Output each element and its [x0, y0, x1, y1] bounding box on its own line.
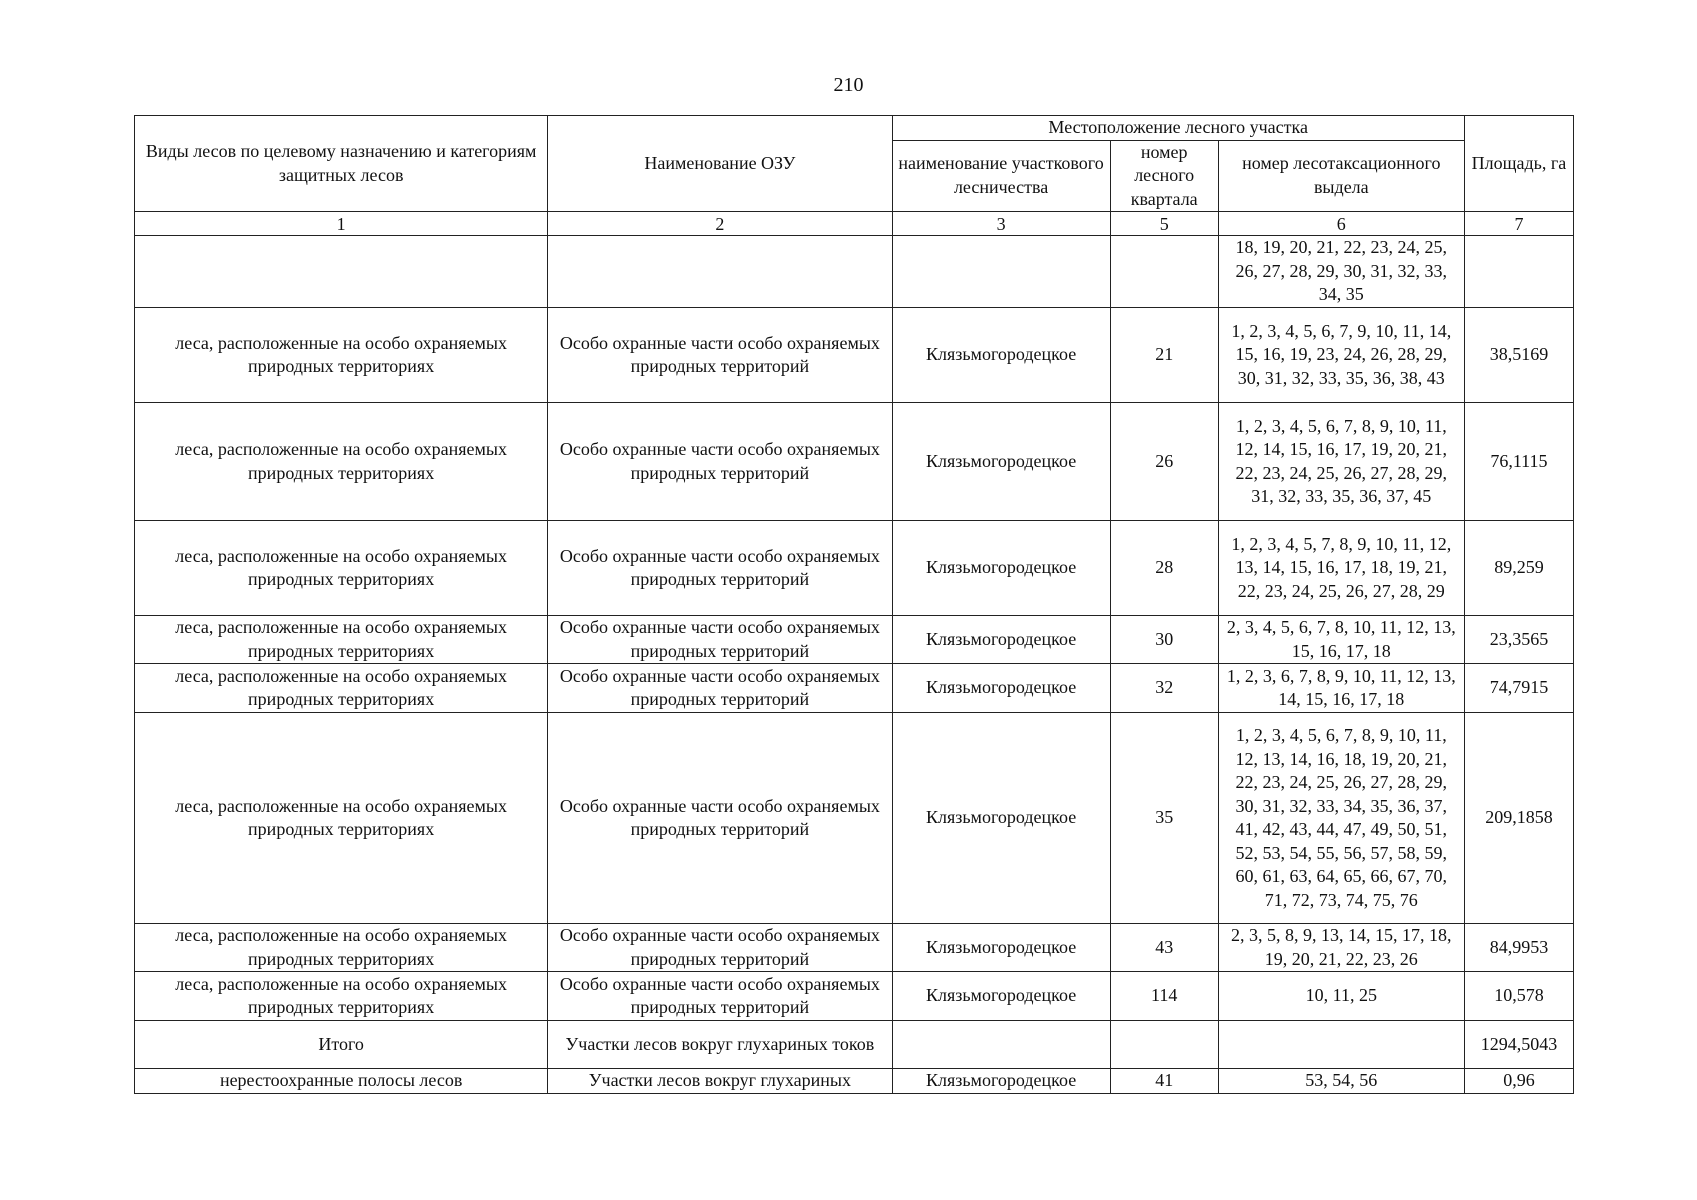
cell-forestry-name: Клязьмогородецкое: [892, 1069, 1110, 1094]
cell-forestry-name: Клязьмогородецкое: [892, 664, 1110, 713]
column-number: 2: [548, 212, 892, 236]
column-number: 1: [135, 212, 548, 236]
cell-division-numbers: 53, 54, 56: [1218, 1069, 1464, 1094]
cell-forestry-name: Клязьмогородецкое: [892, 521, 1110, 616]
cell-ozu-name: Особо охранные части особо охраняемых природных территорий: [548, 521, 892, 616]
cell-forest-type: нерестоохранные полосы лесов: [135, 1069, 548, 1094]
column-number: 6: [1218, 212, 1464, 236]
header-forestry-name: наименование участкового лесничества: [892, 140, 1110, 212]
cell-ozu-name: Участки лесов вокруг глухариных: [548, 1069, 892, 1094]
table-row: [135, 713, 1574, 924]
cell-area: 84,9953: [1464, 924, 1573, 972]
cell-forest-type: леса, расположенные на особо охраняемых природных территориях: [135, 403, 548, 521]
cell-forestry-name: Клязьмогородецкое: [892, 616, 1110, 664]
cell-area: 38,5169: [1464, 308, 1573, 403]
cell-forest-type: леса, расположенные на особо охраняемых природных территориях: [135, 972, 548, 1021]
column-number: 3: [892, 212, 1110, 236]
cell-total-label: Итого: [135, 1021, 548, 1069]
cell-forest-type: леса, расположенные на особо охраняемых природных территориях: [135, 521, 548, 616]
header-forest-type: Виды лесов по целевому назначению и категориям защитных лесов: [135, 116, 548, 212]
cell-ozu-name: Особо охранные части особо охраняемых природных территорий: [548, 713, 892, 924]
cell-division-numbers: 2, 3, 5, 8, 9, 13, 14, 15, 17, 18, 19, 20, 21, 22, 23, 26: [1218, 924, 1464, 972]
cell-quarter-number: 30: [1110, 616, 1218, 664]
cell-quarter-number: [1110, 1021, 1218, 1069]
cell-division-numbers: 1, 2, 3, 4, 5, 6, 7, 8, 9, 10, 11, 12, 13, 14, 16, 18, 19, 20, 21, 22, 23, 24, 25, 26, 27, 28, 29, 30, 31, 32, 33, 34, 35, 36, 37, 41, 42, 43, 44, 47, 49, 50, 51, 52, 53, 54, 55, 56, 57, 58, 59, 60, 61, 63, 64, 65, 66, 67, 70, 71, 72, 73, 74, 75, 76: [1218, 713, 1464, 924]
cell-ozu-name: [548, 236, 892, 308]
cell-quarter-number: 26: [1110, 403, 1218, 521]
cell-forest-type: леса, расположенные на особо охраняемых природных территориях: [135, 924, 548, 972]
cell-forest-type: леса, расположенные на особо охраняемых природных территориях: [135, 616, 548, 664]
cell-quarter-number: 41: [1110, 1069, 1218, 1094]
table-row: [135, 236, 1574, 308]
cell-ozu-name: Особо охранные части особо охраняемых природных территорий: [548, 616, 892, 664]
header-ozu-name: Наименование ОЗУ: [548, 116, 892, 212]
cell-area: 89,259: [1464, 521, 1573, 616]
table-row: [135, 1069, 1574, 1094]
page-number: 210: [833, 74, 864, 96]
cell-division-numbers: 1, 2, 3, 4, 5, 6, 7, 9, 10, 11, 14, 15, 16, 19, 23, 24, 26, 28, 29, 30, 31, 32, 33, 35, 36, 38, 43: [1218, 308, 1464, 403]
cell-division-numbers: 1, 2, 3, 6, 7, 8, 9, 10, 11, 12, 13, 14, 15, 16, 17, 18: [1218, 664, 1464, 713]
cell-forestry-name: Клязьмогородецкое: [892, 972, 1110, 1021]
cell-forestry-name: Клязьмогородецкое: [892, 924, 1110, 972]
cell-area: 74,7915: [1464, 664, 1573, 713]
cell-forest-type: леса, расположенные на особо охраняемых природных территориях: [135, 308, 548, 403]
cell-forestry-name: [892, 1021, 1110, 1069]
cell-forestry-name: Клязьмогородецкое: [892, 713, 1110, 924]
cell-ozu-name: Особо охранные части особо охраняемых природных территорий: [548, 664, 892, 713]
header-quarter-number: номер лесного квартала: [1110, 140, 1218, 212]
cell-forest-type: леса, расположенные на особо охраняемых природных территориях: [135, 713, 548, 924]
cell-forest-type: [135, 236, 548, 308]
cell-quarter-number: 21: [1110, 308, 1218, 403]
cell-forest-type: леса, расположенные на особо охраняемых природных территориях: [135, 664, 548, 713]
table-row: [135, 616, 1574, 664]
cell-forestry-name: Клязьмогородецкое: [892, 308, 1110, 403]
cell-quarter-number: 35: [1110, 713, 1218, 924]
cell-quarter-number: 32: [1110, 664, 1218, 713]
table-row-total: [135, 1021, 1574, 1069]
cell-division-numbers: 1, 2, 3, 4, 5, 7, 8, 9, 10, 11, 12, 13, 14, 15, 16, 17, 18, 19, 21, 22, 23, 24, 25, 26, 27, 28, 29: [1218, 521, 1464, 616]
cell-quarter-number: 28: [1110, 521, 1218, 616]
cell-forestry-name: Клязьмогородецкое: [892, 403, 1110, 521]
cell-ozu-name: Особо охранные части особо охраняемых природных территорий: [548, 924, 892, 972]
column-number: 7: [1464, 212, 1573, 236]
cell-division-numbers: [1218, 1021, 1464, 1069]
cell-division-numbers: 18, 19, 20, 21, 22, 23, 24, 25, 26, 27, 28, 29, 30, 31, 32, 33, 34, 35: [1218, 236, 1464, 308]
forest-table: [134, 115, 1574, 1094]
cell-area: 23,3565: [1464, 616, 1573, 664]
table-row: [135, 924, 1574, 972]
cell-ozu-name: Особо охранные части особо охраняемых природных территорий: [548, 308, 892, 403]
cell-forestry-name: [892, 236, 1110, 308]
column-number: 5: [1110, 212, 1218, 236]
cell-quarter-number: 43: [1110, 924, 1218, 972]
cell-ozu-name: Особо охранные части особо охраняемых природных территорий: [548, 972, 892, 1021]
cell-division-numbers: 2, 3, 4, 5, 6, 7, 8, 10, 11, 12, 13, 15, 16, 17, 18: [1218, 616, 1464, 664]
header-division-number: номер лесотаксационного выдела: [1218, 140, 1464, 212]
header-location-group: Местоположение лесного участка: [892, 116, 1464, 141]
cell-quarter-number: [1110, 236, 1218, 308]
cell-quarter-number: 114: [1110, 972, 1218, 1021]
cell-area: 76,1115: [1464, 403, 1573, 521]
header-area: Площадь, га: [1464, 116, 1573, 212]
cell-area: 10,578: [1464, 972, 1573, 1021]
table-row: [135, 972, 1574, 1021]
cell-ozu-name: Участки лесов вокруг глухариных токов: [548, 1021, 892, 1069]
cell-division-numbers: 1, 2, 3, 4, 5, 6, 7, 8, 9, 10, 11, 12, 14, 15, 16, 17, 19, 20, 21, 22, 23, 24, 25, 26, 27, 28, 29, 31, 32, 33, 35, 36, 37, 45: [1218, 403, 1464, 521]
table-row: [135, 664, 1574, 713]
cell-area: 0,96: [1464, 1069, 1573, 1094]
table-row: [135, 308, 1574, 403]
cell-ozu-name: Особо охранные части особо охраняемых природных территорий: [548, 403, 892, 521]
table-row: [135, 403, 1574, 521]
cell-area: 209,1858: [1464, 713, 1573, 924]
cell-area: [1464, 236, 1573, 308]
table-row: [135, 521, 1574, 616]
cell-total-area: 1294,5043: [1464, 1021, 1573, 1069]
cell-division-numbers: 10, 11, 25: [1218, 972, 1464, 1021]
